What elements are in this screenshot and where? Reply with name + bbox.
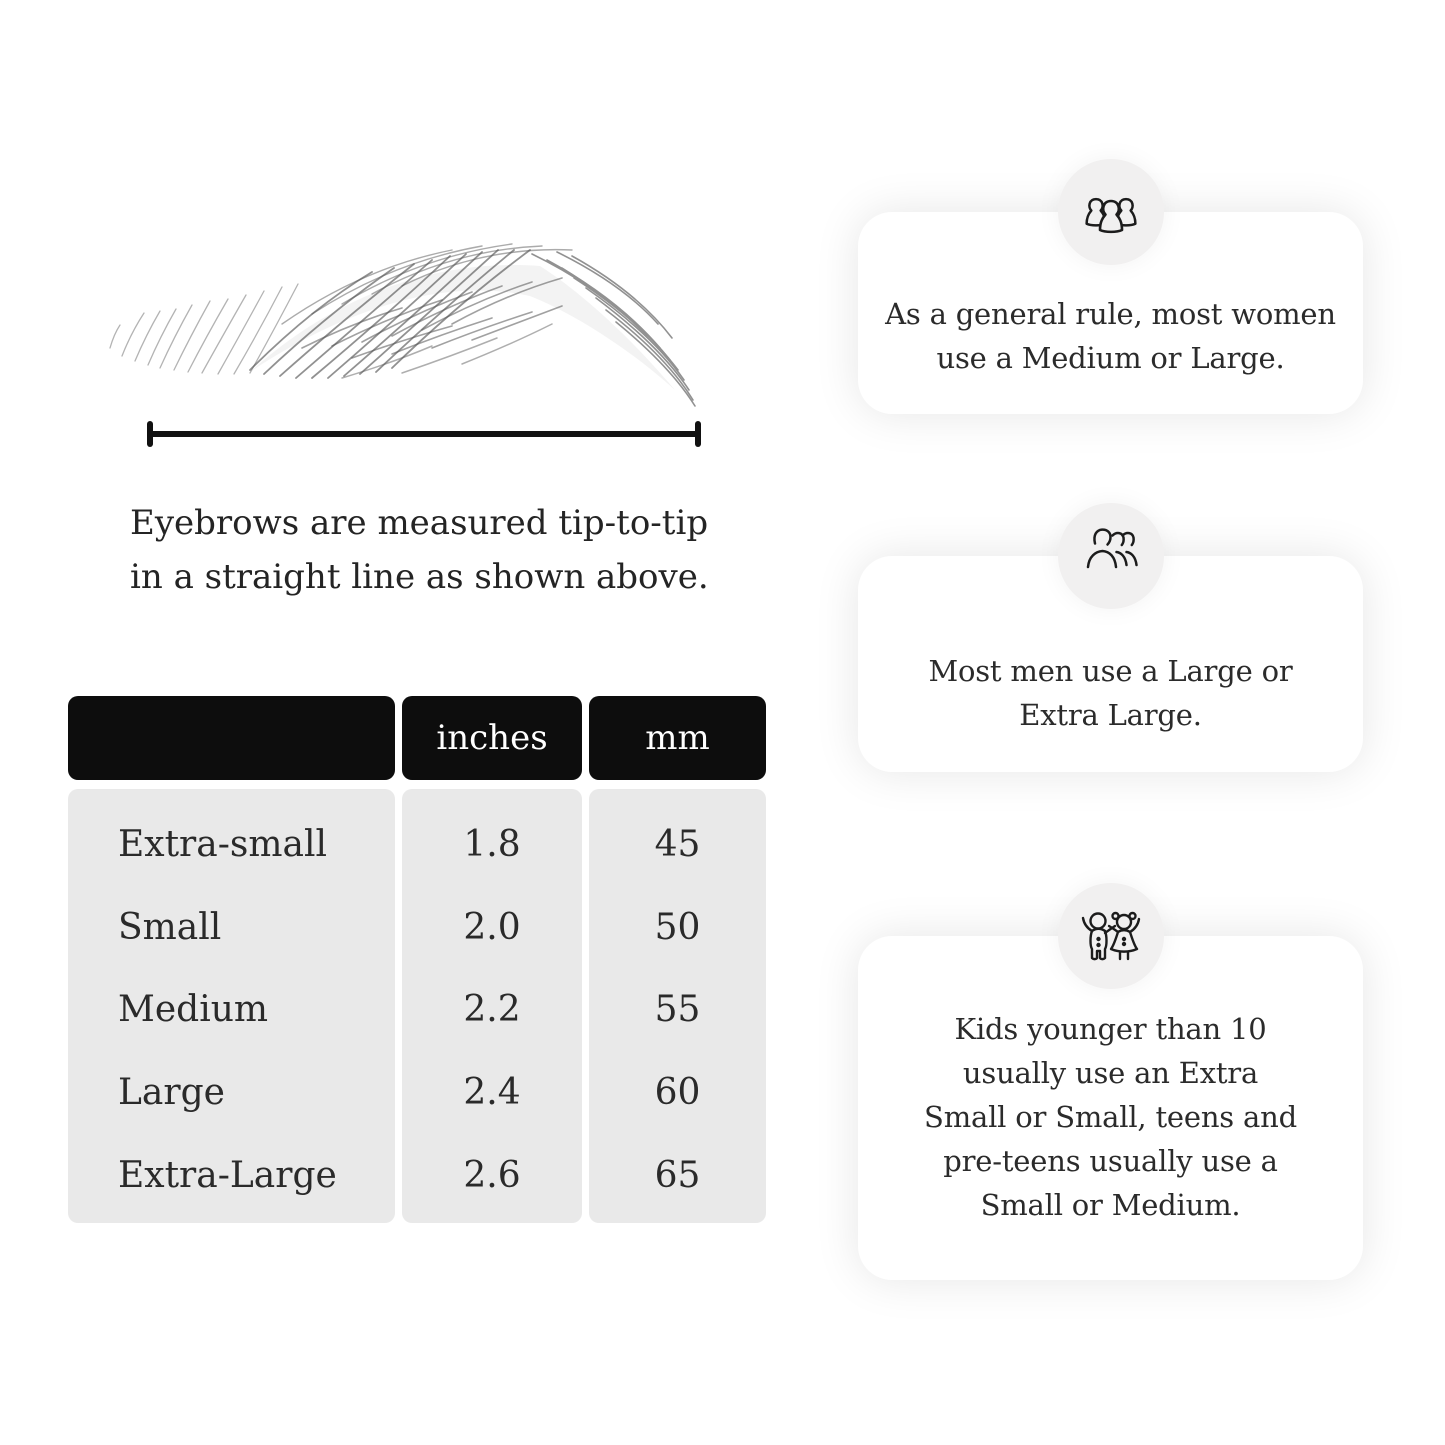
table-header-inches: inches [402,696,582,780]
card-text [924,1007,1297,1227]
measurement-caption [130,496,709,605]
card-text-line: use a Medium or Large. [936,341,1285,375]
card-text [885,292,1336,380]
table-cell-inches: 2.6 [463,1155,521,1197]
table-cell-size: Small [118,906,222,948]
info-card-men [858,556,1363,772]
measurement-line [147,421,701,447]
women-group-icon [1079,180,1143,244]
table-header-size [68,696,395,780]
card-text-line: Most men use a Large or [928,653,1293,688]
measurement-caption-line2: in a straight line as shown above. [130,557,709,598]
table-cell-size: Extra-Large [118,1155,337,1197]
men-group-icon [1079,524,1143,588]
table-cell-mm: 60 [654,1072,701,1114]
table-cell-size: Extra-small [118,823,327,865]
kids-icon [1079,904,1143,968]
info-card-women [858,212,1363,414]
card-text [929,649,1293,737]
table-cell-inches: 2.2 [463,989,521,1031]
table-cell-inches: 1.8 [463,823,521,865]
table-cell-inches: 2.4 [463,1072,521,1114]
table-cell-mm: 50 [654,906,701,948]
card-text-line: usually use an Extra [962,1055,1259,1090]
table-cell-size: Large [118,1072,225,1114]
table-cell-mm: 55 [654,989,701,1031]
table-cell-inches: 2.0 [463,906,521,948]
icon-circle [1058,159,1164,265]
measure-cap-right [695,421,701,447]
card-text-line: Kids younger than 10 [954,1011,1267,1046]
info-card-kids [858,936,1363,1280]
card-text-line: Extra Large. [1019,698,1202,732]
table-cell-mm: 65 [654,1155,701,1197]
measure-bar [147,431,701,437]
table-column-inches [402,789,582,1223]
card-text-line: Small or Small, teens and [924,1099,1297,1134]
card-text-line: As a general rule, most women [885,296,1336,331]
table-column-mm [589,789,766,1223]
measurement-caption-line1: Eyebrows are measured tip-to-tip [130,503,709,543]
icon-circle [1058,503,1164,609]
icon-circle [1058,883,1164,989]
eyebrow-illustration [100,230,700,420]
table-header-mm: mm [589,696,766,780]
card-text-line: Small or Medium. [980,1188,1241,1223]
card-text-line: pre-teens usually use a [943,1144,1278,1179]
table-cell-mm: 45 [654,823,701,865]
table-cell-size: Medium [118,989,269,1031]
table-column-sizes [68,789,395,1223]
